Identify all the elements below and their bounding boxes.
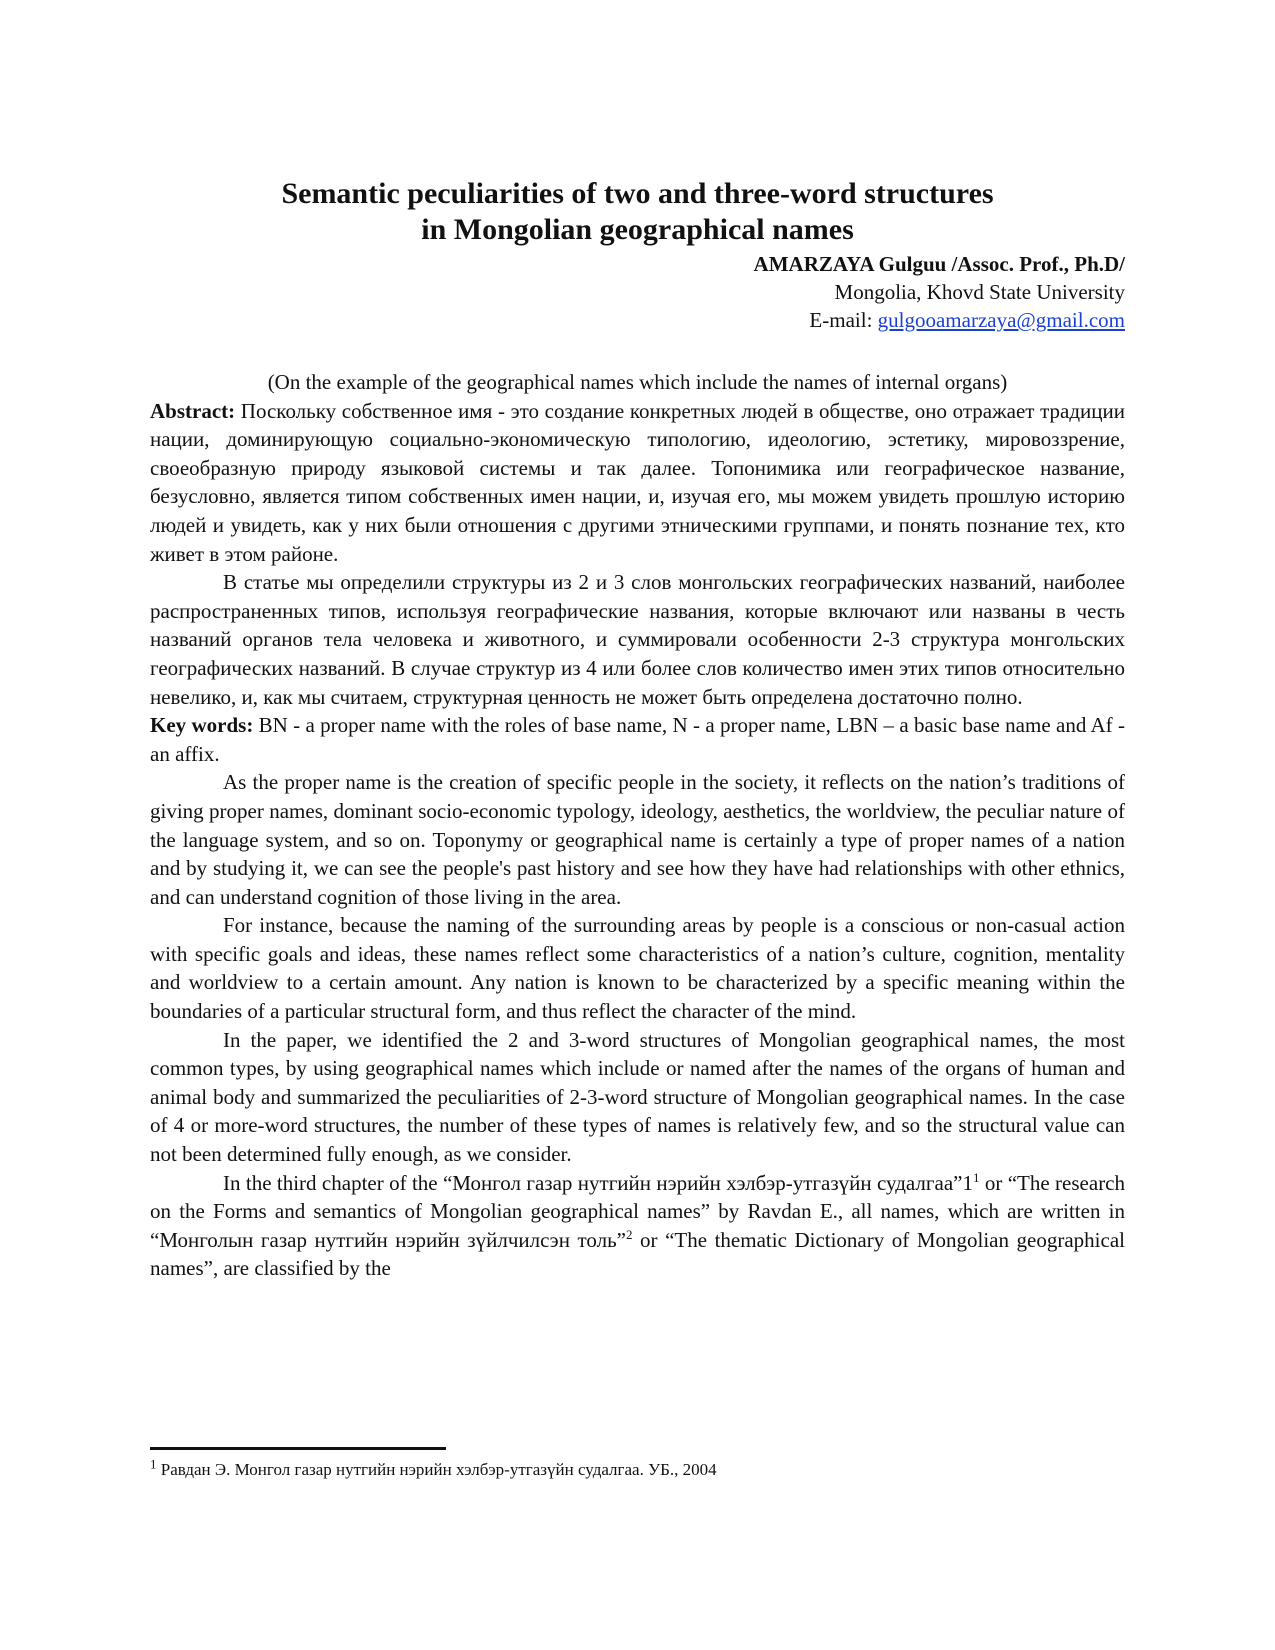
abstract-paragraph xyxy=(150,397,1125,569)
abstract-label: Abstract: xyxy=(150,398,236,423)
body-p4-part-b: or “The research on the Forms and semantics of Mongolian geographical names” by Ravdan E., all names, which are written in “Монголын газар нутгийн нэрийн зүйлчилсэн толь” xyxy=(150,1170,1126,1252)
keywords-paragraph xyxy=(150,711,1125,768)
footnote-text: Равдан Э. Монгол газар нутгийн нэрийн хэлбэр-утгазүйн судалгаа. УБ., 2004 xyxy=(156,1460,717,1479)
footnote-ref-1[interactable]: 1 xyxy=(972,1169,980,1185)
footnote-ref-2[interactable]: 2 xyxy=(625,1226,633,1242)
keywords-label: Key words: xyxy=(150,713,254,738)
footnote-mark: 1 xyxy=(150,1456,157,1472)
author-name: AMARZAYA Gulguu /Assoc. Prof., Ph.D/ xyxy=(753,252,1125,276)
paper-title xyxy=(150,176,1125,248)
body-p4-part-a: In the third chapter of the “Монгол газар нутгийн нэрийн хэлбэр-утгазүйн судалгаа”1 xyxy=(223,1170,973,1195)
keywords-text: BN - a proper name with the roles of base name, N - a proper name, LBN – a basic base name and Af - an affix. xyxy=(150,713,1125,766)
footnote xyxy=(150,1456,1125,1481)
title-line-1: Semantic peculiarities of two and three-word structures xyxy=(281,177,994,210)
body-paragraph-3: In the paper, we identified the 2 and 3-word structures of Mongolian geographical names, the most common types, by using geographical names which include or named after the names of the organs of human and animal body and summarized the peculiarities of 2-3-word structure of Mongolian geographical names. In the case of 4 or more-word structures, the number of these types of names is relatively few, and so the structural value can not been determined fully enough, as we consider. xyxy=(150,1027,1125,1167)
footnote-divider xyxy=(150,1447,446,1450)
abstract-text: Поскольку собственное имя - это создание конкретных людей в обществе, оно отражает традиции нации, доминирующую социально-экономическую типологию, идеологию, эстетику, мировоззрение, своеобразную природу языковой системы и так далее. Топонимика или географическое название, безусловно, является типом собственных имен нации, и, изучая его, мы можем увидеть прошлую историю людей и увидеть, как у них были отношения с другими этническими группами, и понять познание тех, кто живет в этом районе. xyxy=(150,398,1125,566)
author-block xyxy=(754,250,1125,334)
email-label: E-mail: xyxy=(809,308,878,332)
body-p4-part-c: or “The thematic Dictionary of Mongolian geographical names”, are classified by the xyxy=(150,1227,1125,1281)
title-line-2: in Mongolian geographical names xyxy=(421,213,854,246)
body-paragraph-2: For instance, because the naming of the surrounding areas by people is a conscious or non-casual action with specific goals and ideas, these names reflect some characteristics of a nation’s culture, cognition, mentality and worldview to a certain amount. Any nation is known to be characterized by a specific meaning within the boundaries of a particular structural form, and thus reflect the character of the mind. xyxy=(150,913,1125,1024)
paper-body xyxy=(150,368,1125,1283)
email-link[interactable]: gulgooamarzaya@gmail.com xyxy=(877,308,1125,332)
author-email-line xyxy=(754,306,1125,334)
author-affiliation: Mongolia, Khovd State University xyxy=(834,280,1125,304)
paper-subtitle: (On the example of the geographical names which include the names of internal organs) xyxy=(267,370,1008,394)
body-paragraph-1: As the proper name is the creation of specific people in the society, it reflects on the nation’s traditions of giving proper names, dominant socio-economic typology, ideology, aesthetics, the worldview, the peculiar nature of the language system, and so on. Toponymy or geographical name is certainly a type of proper names of a nation and by studying it, we can see the people's past history and see how they have had relationships with other ethnics, and can understand cognition of those living in the area. xyxy=(150,770,1125,909)
abstract-paragraph-2: В статье мы определили структуры из 2 и 3 слов монгольских географических названий, наиболее распространенных типов, используя географические названия, которые включают или названы в честь названий органов тела человека и животного, и суммировали особенности 2-3 структура монгольских географических названий. В случае структур из 4 или более слов количество имен этих типов относительно невелико, и, как мы считаем, структурная ценность не может быть определена достаточно полно. xyxy=(150,570,1125,709)
body-paragraph-4 xyxy=(150,1169,1125,1283)
